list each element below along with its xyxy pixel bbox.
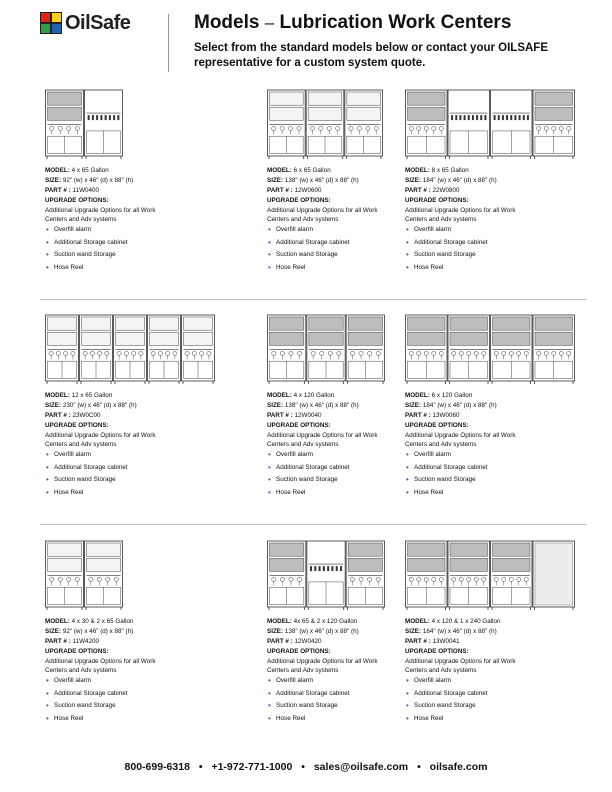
upgrade-option: • Additional Storage cabinet: [405, 237, 575, 250]
model-line: MODEL: 4x 65 & 2 x 120 Gallon: [267, 618, 358, 625]
upgrade-list: [45, 675, 215, 725]
header-divider: [168, 14, 169, 72]
upgrade-option: • Suction wand Storage: [267, 700, 437, 713]
upgrade-option: • Hose Reel: [267, 487, 437, 500]
model-value: 8 x 65 Gallon: [431, 167, 469, 174]
model-card: [45, 88, 215, 274]
part-line: PART # : 22W0800: [405, 187, 460, 194]
upgrade-option: • Additional Storage cabinet: [267, 237, 437, 250]
row-divider-2: [40, 524, 586, 525]
size-value: 184" (w) x 46" (d) x 88" (h): [422, 628, 497, 635]
part-value: 12W0420: [294, 638, 322, 645]
cabinet-unit: [406, 315, 448, 384]
part-value: 23W0C00: [72, 412, 101, 419]
size-line: SIZE: 138" (w) x 46" (d) x 88" (h): [267, 628, 359, 635]
logo-text: OilSafe: [65, 11, 131, 34]
part-value: 13W0060: [432, 412, 460, 419]
upgrade-option: • Hose Reel: [405, 262, 575, 275]
upgrade-option: • Overfill alarm: [267, 675, 437, 688]
model-line: MODEL: 4 x 120 & 1 x 240 Gallon: [405, 618, 501, 625]
cabinet-unit: [80, 315, 113, 384]
upgrade-text: Additional Upgrade Options for all Work Centers and Adv systems: [405, 658, 516, 674]
model-line: MODEL: 4 x 65 Gallon: [45, 167, 109, 174]
cabinet-unit: [182, 315, 215, 384]
size-line: SIZE: 184" (w) x 46" (d) x 88" (h): [405, 177, 497, 184]
size-line: SIZE: 92" (w) x 46" (d) x 88" (h): [45, 628, 134, 635]
size-line: SIZE: 184" (w) x 46" (d) x 88" (h): [405, 628, 497, 635]
upgrade-heading: UPGRADE OPTIONS:: [267, 197, 331, 204]
upgrade-option: • Suction wand Storage: [45, 700, 215, 713]
model-info: [405, 617, 575, 725]
size-line: SIZE: 230" (w) x 46" (d) x 88" (h): [45, 402, 137, 409]
cabinet-unit: [307, 541, 345, 610]
upgrade-option: • Suction wand Storage: [405, 249, 575, 262]
cabinet-unit: [46, 90, 84, 159]
upgrade-option: • Additional Storage cabinet: [45, 237, 215, 250]
cabinet-unit: [85, 541, 123, 610]
upgrade-text: Additional Upgrade Options for all Work Centers and Adv systems: [405, 432, 516, 448]
upgrade-heading: UPGRADE OPTIONS:: [405, 197, 469, 204]
part-line: PART # : 12W0040: [267, 412, 322, 419]
upgrade-heading: UPGRADE OPTIONS:: [267, 648, 331, 655]
cabinet-unit: [114, 315, 147, 384]
model-value: 6 x 65 Gallon: [293, 167, 331, 174]
part-line: PART # : 23W0C00: [45, 412, 101, 419]
work-center-diagram: [45, 88, 217, 162]
cabinet-unit: [306, 90, 344, 159]
upgrade-option: • Suction wand Storage: [405, 700, 575, 713]
upgrade-heading: UPGRADE OPTIONS:: [405, 422, 469, 429]
upgrade-heading: UPGRADE OPTIONS:: [45, 422, 109, 429]
cabinet-unit: [268, 541, 306, 610]
model-value: 4x 65 & 2 x 120 Gallon: [293, 618, 358, 625]
work-center-diagram: [405, 539, 577, 613]
model-info: [45, 617, 215, 725]
part-value: 22W0800: [432, 187, 460, 194]
part-value: 13W0041: [432, 638, 460, 645]
model-line: MODEL: 4 x 30 & 2 x 65 Gallon: [45, 618, 134, 625]
part-line: PART # : 12W0420: [267, 638, 322, 645]
size-value: 92" (w) x 46" (d) x 88" (h): [62, 177, 134, 184]
model-info: [45, 391, 215, 499]
part-line: PART # : 11W0400: [45, 187, 100, 194]
oilsafe-logo: [40, 11, 152, 35]
model-value: 4 x 65 Gallon: [71, 167, 109, 174]
upgrade-list: [405, 449, 575, 499]
title-main: Models: [194, 12, 260, 33]
upgrade-option: • Overfill alarm: [267, 449, 437, 462]
work-center-diagram: [45, 539, 217, 613]
upgrade-option: • Additional Storage cabinet: [267, 462, 437, 475]
part-value: 12W0600: [294, 187, 322, 194]
cabinet-unit: [46, 541, 84, 610]
size-value: 184" (w) x 46" (d) x 88" (h): [422, 177, 497, 184]
size-value: 138" (w) x 46" (d) x 88" (h): [284, 402, 359, 409]
upgrade-option: • Hose Reel: [45, 487, 215, 500]
upgrade-option: • Additional Storage cabinet: [267, 688, 437, 701]
model-card: [45, 539, 215, 725]
model-value: 4 x 120 & 1 x 240 Gallon: [431, 618, 501, 625]
footer-email-link[interactable]: sales@oilsafe.com: [313, 761, 409, 773]
cabinet-unit: [491, 315, 533, 384]
cabinet-unit: [448, 541, 490, 610]
upgrade-option: • Overfill alarm: [267, 224, 437, 237]
cabinet-unit: [491, 541, 533, 610]
cabinet-unit: [346, 315, 384, 384]
size-value: 92" (w) x 46" (d) x 88" (h): [62, 628, 134, 635]
upgrade-text: Additional Upgrade Options for all Work Centers and Adv systems: [267, 658, 378, 674]
model-value: 12 x 65 Gallon: [71, 392, 113, 399]
part-line: PART # : 11W4200: [45, 638, 100, 645]
oilsafe-logo-mark-icon: [40, 12, 62, 34]
footer-separator: •: [198, 761, 203, 773]
part-value: 11W0400: [72, 187, 100, 194]
intro-text: Select from the standard models below or contact your OILSAFE representative for a custom system quote.: [194, 42, 549, 69]
upgrade-option: • Hose Reel: [45, 262, 215, 275]
model-line: MODEL: 12 x 65 Gallon: [45, 392, 113, 399]
upgrade-list: [45, 224, 215, 274]
upgrade-option: • Overfill alarm: [405, 449, 575, 462]
upgrade-list: [405, 224, 575, 274]
model-info: [405, 166, 575, 274]
upgrade-option: • Hose Reel: [267, 713, 437, 726]
cabinet-unit: [448, 315, 490, 384]
size-line: SIZE: 138" (w) x 46" (d) x 88" (h): [267, 177, 359, 184]
work-center-diagram: [405, 313, 577, 387]
cabinet-unit: [533, 541, 575, 610]
upgrade-option: • Additional Storage cabinet: [45, 688, 215, 701]
upgrade-option: • Hose Reel: [45, 713, 215, 726]
upgrade-option: • Hose Reel: [405, 487, 575, 500]
cabinet-unit: [448, 90, 490, 159]
model-value: 6 x 120 Gallon: [431, 392, 473, 399]
model-info: [45, 166, 215, 274]
size-value: 230" (w) x 46" (d) x 88" (h): [62, 402, 137, 409]
model-card: [405, 539, 575, 725]
cabinet-unit: [491, 90, 533, 159]
model-card: [405, 313, 575, 499]
upgrade-option: • Suction wand Storage: [405, 474, 575, 487]
upgrade-option: • Suction wand Storage: [267, 474, 437, 487]
upgrade-option: • Overfill alarm: [405, 224, 575, 237]
upgrade-option: • Overfill alarm: [45, 224, 215, 237]
page-title: [194, 12, 511, 34]
upgrade-heading: UPGRADE OPTIONS:: [45, 197, 109, 204]
title-dash: –: [264, 13, 275, 32]
upgrade-option: • Suction wand Storage: [45, 249, 215, 262]
footer-phone-1: 800-699-6318: [124, 761, 190, 773]
model-card: [45, 313, 215, 499]
model-card: [405, 88, 575, 274]
upgrade-option: • Overfill alarm: [45, 449, 215, 462]
part-line: PART # : 13W0060: [405, 412, 460, 419]
cabinet-unit: [148, 315, 181, 384]
size-line: SIZE: 184" (w) x 46" (d) x 88" (h): [405, 402, 497, 409]
contact-footer: [0, 761, 612, 773]
size-line: SIZE: 92" (w) x 46" (d) x 88" (h): [45, 177, 134, 184]
cabinet-unit: [268, 315, 306, 384]
cabinet-unit: [85, 90, 123, 159]
size-value: 138" (w) x 46" (d) x 88" (h): [284, 177, 359, 184]
cabinet-unit: [307, 315, 345, 384]
row-divider-1: [40, 299, 586, 300]
work-center-diagram: [45, 313, 217, 387]
upgrade-heading: UPGRADE OPTIONS:: [267, 422, 331, 429]
cabinet-unit: [533, 315, 575, 384]
size-value: 138" (w) x 46" (d) x 88" (h): [284, 628, 359, 635]
model-line: MODEL: 4 x 120 Gallon: [267, 392, 335, 399]
upgrade-text: Additional Upgrade Options for all Work Centers and Adv systems: [267, 207, 378, 223]
size-value: 184" (w) x 46" (d) x 88" (h): [422, 402, 497, 409]
cabinet-unit: [345, 90, 383, 159]
upgrade-option: • Hose Reel: [405, 713, 575, 726]
upgrade-option: • Additional Storage cabinet: [45, 462, 215, 475]
cabinet-unit: [268, 90, 306, 159]
cabinet-unit: [533, 90, 575, 159]
upgrade-heading: UPGRADE OPTIONS:: [405, 648, 469, 655]
upgrade-option: • Additional Storage cabinet: [405, 688, 575, 701]
upgrade-option: • Hose Reel: [267, 262, 437, 275]
part-value: 12W0040: [294, 412, 322, 419]
upgrade-text: Additional Upgrade Options for all Work Centers and Adv systems: [45, 658, 156, 674]
upgrade-option: • Overfill alarm: [405, 675, 575, 688]
upgrade-option: • Suction wand Storage: [267, 249, 437, 262]
upgrade-list: [405, 675, 575, 725]
upgrade-option: • Overfill alarm: [45, 675, 215, 688]
model-line: MODEL: 8 x 65 Gallon: [405, 167, 469, 174]
model-line: MODEL: 6 x 65 Gallon: [267, 167, 331, 174]
upgrade-text: Additional Upgrade Options for all Work Centers and Adv systems: [267, 432, 378, 448]
footer-phone-2: +1-972-771-1000: [211, 761, 293, 773]
cabinet-unit: [406, 541, 448, 610]
model-line: MODEL: 6 x 120 Gallon: [405, 392, 473, 399]
size-line: SIZE: 138" (w) x 46" (d) x 88" (h): [267, 402, 359, 409]
part-line: PART # : 13W0041: [405, 638, 460, 645]
part-value: 11W4200: [72, 638, 100, 645]
upgrade-option: • Additional Storage cabinet: [405, 462, 575, 475]
upgrade-text: Additional Upgrade Options for all Work Centers and Adv systems: [405, 207, 516, 223]
upgrade-option: • Suction wand Storage: [45, 474, 215, 487]
footer-separator: •: [301, 761, 305, 773]
model-value: 4 x 120 Gallon: [293, 392, 335, 399]
upgrade-list: [45, 449, 215, 499]
footer-separator: •: [417, 761, 421, 773]
work-center-diagram: [405, 88, 577, 162]
upgrade-text: Additional Upgrade Options for all Work Centers and Adv systems: [45, 432, 156, 448]
cabinet-unit: [46, 315, 79, 384]
model-info: [405, 391, 575, 499]
cabinet-unit: [346, 541, 384, 610]
cabinet-unit: [406, 90, 448, 159]
footer-web-link[interactable]: oilsafe.com: [429, 761, 488, 773]
part-line: PART # : 12W0600: [267, 187, 322, 194]
model-value: 4 x 30 & 2 x 65 Gallon: [71, 618, 134, 625]
upgrade-heading: UPGRADE OPTIONS:: [45, 648, 109, 655]
title-sub: Lubrication Work Centers: [279, 12, 512, 33]
upgrade-text: Additional Upgrade Options for all Work Centers and Adv systems: [45, 207, 156, 223]
